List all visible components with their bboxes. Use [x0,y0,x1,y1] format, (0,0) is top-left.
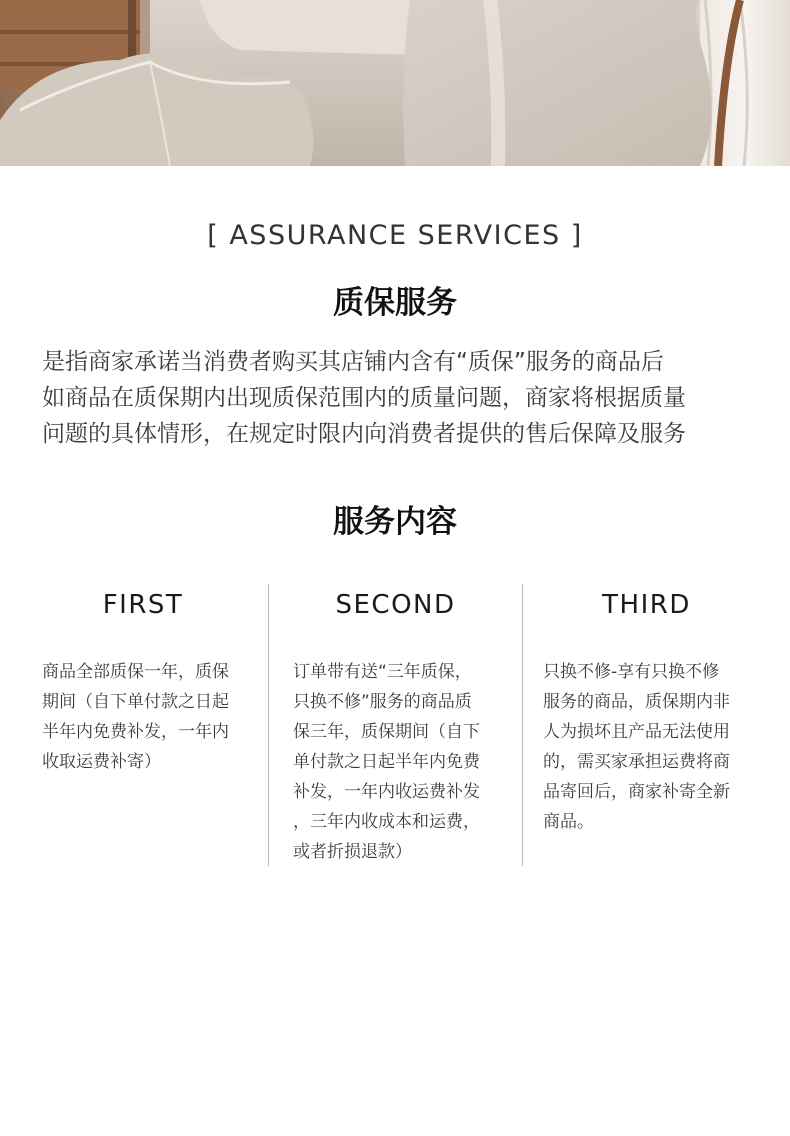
column-line: 收取运费补寄） [42,752,161,772]
quality-assurance-title: 质保服务 [333,285,457,321]
intro-line: 如商品在质保期内出现质保范围内的质量问题，商家将根据质量 [42,385,686,411]
intro-line: 问题的具体情形，在规定时限内向消费者提供的售后保障及服务 [42,421,686,447]
sofa-photo-illustration [0,0,790,166]
column-body [293,657,507,867]
hero-sofa-photo [0,0,790,166]
column-body [543,657,755,837]
service-columns [18,584,770,866]
column-line: 品寄回后，商家补寄全新 [543,782,730,802]
service-column-third [523,584,770,866]
column-line: 服务的商品，质保期内非 [543,692,730,712]
column-line: 半年内免费补发，一年内 [42,722,229,742]
column-line: 只换不修”服务的商品质 [293,692,472,712]
column-line: 保三年，质保期间（自下 [293,722,480,742]
assurance-intro-paragraph [42,344,748,452]
column-line: 订单带有送“三年质保， [293,662,472,682]
column-body [42,657,254,777]
service-column-second [269,584,522,866]
column-line: 补发，一年内收运费补发 [293,782,480,802]
assurance-services-subtitle: [ ASSURANCE SERVICES ] [207,220,583,251]
service-content-title: 服务内容 [333,504,457,540]
column-line: 只换不修-享有只换不修 [543,662,720,682]
intro-line: 是指商家承诺当消费者购买其店铺内含有“质保”服务的商品后 [42,349,664,375]
column-line: 的，需买家承担运费将商 [543,752,730,772]
column-line: 或者折损退款） [293,842,412,862]
column-line: 期间（自下单付款之日起 [42,692,229,712]
column-line: ，三年内收成本和运费， [293,812,480,832]
service-column-first [18,584,268,866]
column-line: 人为损坏且产品无法使用 [543,722,730,742]
column-line: 商品。 [543,812,594,832]
column-heading: THIRD [602,590,691,620]
column-heading: SECOND [335,590,456,620]
column-heading: FIRST [102,590,184,620]
column-line: 商品全部质保一年，质保 [42,662,229,682]
column-line: 单付款之日起半年内免费 [293,752,480,772]
